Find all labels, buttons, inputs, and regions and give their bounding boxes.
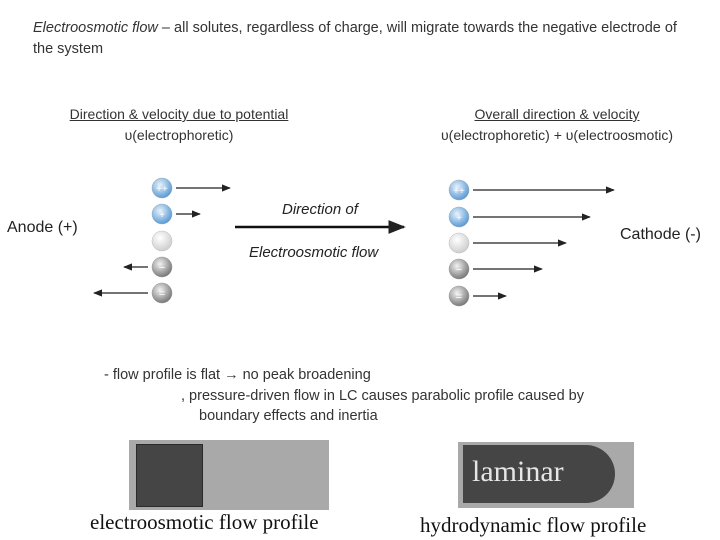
- intro-term: Electroosmotic flow: [33, 20, 158, 36]
- ion-label: +: [159, 210, 165, 221]
- right-ion-negative: [449, 259, 542, 279]
- ion-label: −: [455, 264, 463, 276]
- right-ion-group: [449, 180, 614, 306]
- intro-text: – all solutes, regardless of charge, will migrate towards the negative electrode of the system: [33, 20, 677, 57]
- bullet-line-2: , pressure-driven flow in LC causes parabolic profile caused by: [181, 388, 584, 404]
- right-ion-doubly-positive: [449, 180, 614, 200]
- right-header-title: Overall direction & velocity: [474, 106, 640, 122]
- ion-label: ++: [156, 184, 168, 195]
- ion-label: ++: [453, 186, 465, 197]
- right-ion-neutral: [449, 233, 566, 253]
- eof-label-line1: Direction of: [282, 201, 358, 218]
- left-ion-doubly-positive: [152, 178, 230, 198]
- left-header-title: Direction & velocity due to potential: [69, 106, 289, 122]
- left-ion-positive: [152, 204, 200, 224]
- hydro-profile-caption: hydrodynamic flow profile: [420, 513, 647, 537]
- ion-label: +: [456, 213, 462, 224]
- left-ion-group: [94, 178, 230, 303]
- right-header-formula: υ(electrophoretic) + υ(electroosmotic): [441, 127, 673, 143]
- eo-profile-caption: electroosmotic flow profile: [90, 510, 319, 534]
- flat-plug: [136, 444, 203, 507]
- right-ion-positive: [449, 207, 590, 227]
- left-ion-negative: [124, 257, 172, 277]
- left-header-formula: υ(electrophoretic): [124, 127, 234, 143]
- ion-label: =: [455, 291, 463, 303]
- ion-label: −: [158, 262, 166, 274]
- left-ion-doubly-negative: [94, 283, 172, 303]
- laminar-label: laminar: [472, 455, 564, 488]
- anode-label: Anode (+): [7, 219, 78, 236]
- right-ion-doubly-negative: [449, 286, 506, 306]
- eof-label-line2: Electroosmotic flow: [249, 244, 379, 261]
- hydrodynamic-profile-image: [458, 442, 634, 508]
- bullet-line-1: - flow profile is flat → no peak broadening: [104, 367, 371, 383]
- ion-label: =: [158, 288, 166, 300]
- cathode-label: Cathode (-): [620, 226, 701, 243]
- left-ion-neutral: [152, 231, 172, 251]
- electroosmotic-profile-image: [129, 440, 329, 510]
- bullet-line-3: boundary effects and inertia: [199, 408, 378, 424]
